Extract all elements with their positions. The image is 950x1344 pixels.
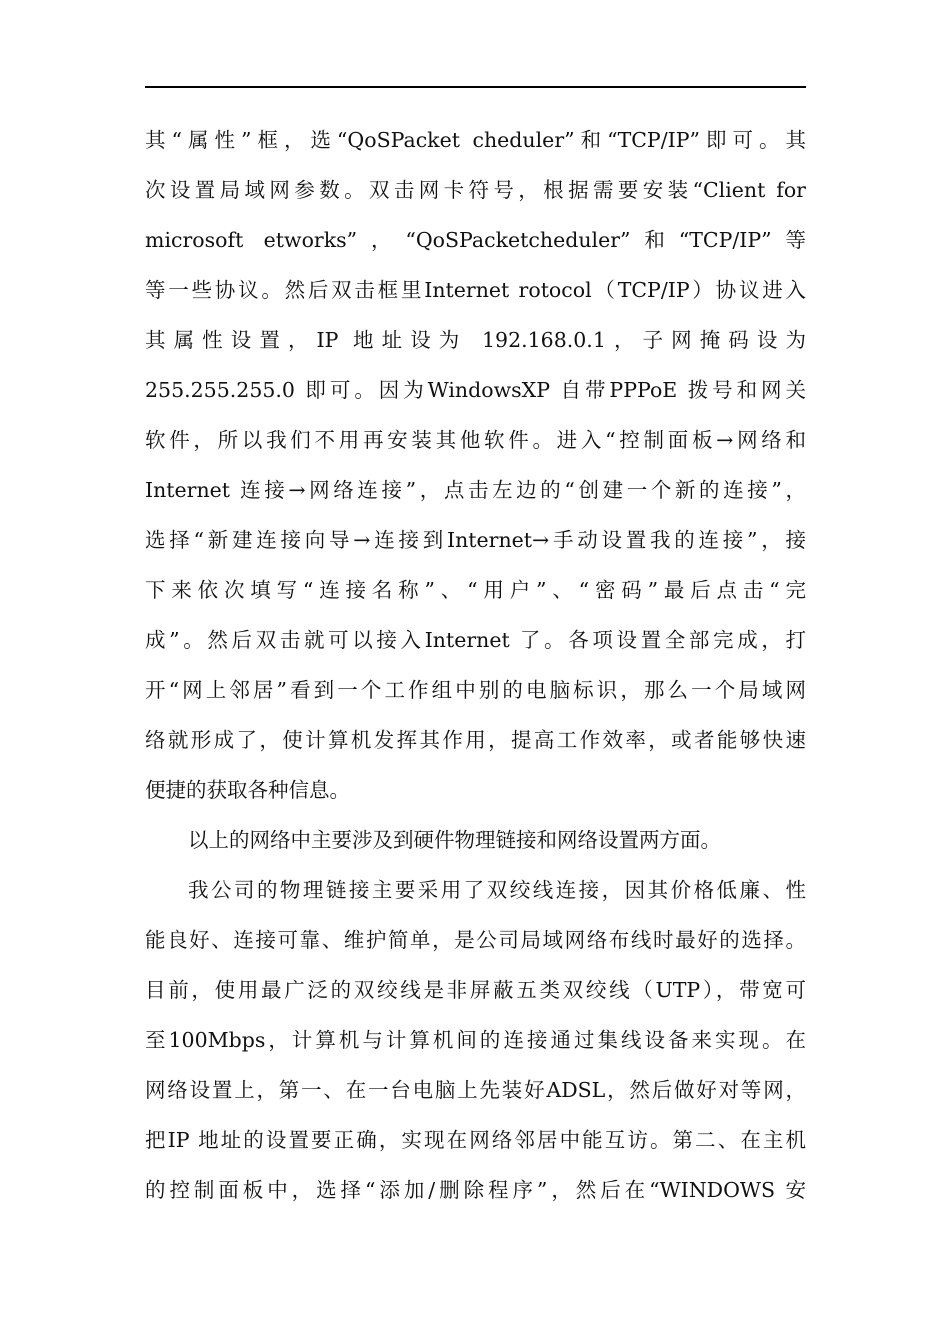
text-line: 网络设置上，第一、在一台电脑上先装好ADSL，然后做好对等网， [145,1078,806,1102]
text-line: Internet 连接→网络连接”，点击左边的“创建一个新的连接”， [145,478,806,502]
text-line: 能良好、连接可靠、维护简单，是公司局域网络布线时最好的选择。 [145,928,806,952]
text-line: 开“网上邻居”看到一个工作组中别的电脑标识，那么一个局域网 [145,678,806,702]
text-line: 其属性设置，IP 地址设为 192.168.0.1，子网掩码设为 [145,328,806,352]
text-line: microsoft etworks”，“QoSPacketcheduler”和“TCP/IP”等 [145,228,806,252]
text-line: 至100Mbps，计算机与计算机间的连接通过集线设备来实现。在 [145,1028,806,1052]
text-line: 便捷的获取各种信息。 [145,778,350,802]
text-line: 选择“新建连接向导→连接到Internet→手动设置我的连接”，接 [145,528,806,552]
text-line: 次设置局域网参数。双击网卡符号，根据需要安装“Client for [145,178,806,202]
paragraph-first-line: 我公司的物理链接主要采用了双绞线连接，因其价格低廉、性 [188,878,806,902]
text-line: 的控制面板中，选择“添加/删除程序”，然后在“WINDOWS 安 [145,1178,806,1202]
text-line: 其“属性”框，选“QoSPacket cheduler”和“TCP/IP”即可。其 [145,128,806,152]
text-line: 把IP 地址的设置要正确，实现在网络邻居中能互访。第二、在主机 [145,1128,806,1152]
text-line: 下来依次填写“连接名称”、“用户”、“密码”最后点击“完 [145,578,806,602]
text-line: 络就形成了，使计算机发挥其作用，提高工作效率，或者能够快速 [145,728,806,752]
text-line: 软件，所以我们不用再安装其他软件。进入“控制面板→网络和 [145,428,806,452]
text-line: 目前，使用最广泛的双绞线是非屏蔽五类双绞线（UTP），带宽可 [145,978,806,1002]
text-line: 255.255.255.0 即可。因为WindowsXP 自带PPPoE 拨号和网关 [145,378,806,402]
header-rule [145,86,806,88]
text-line: 成”。然后双击就可以接入Internet 了。各项设置全部完成，打 [145,628,806,652]
text-line: 等一些协议。然后双击框里Internet rotocol（TCP/IP）协议进入 [145,278,806,302]
paragraph-first-line: 以上的网络中主要涉及到硬件物理链接和网络设置两方面。 [188,828,721,852]
